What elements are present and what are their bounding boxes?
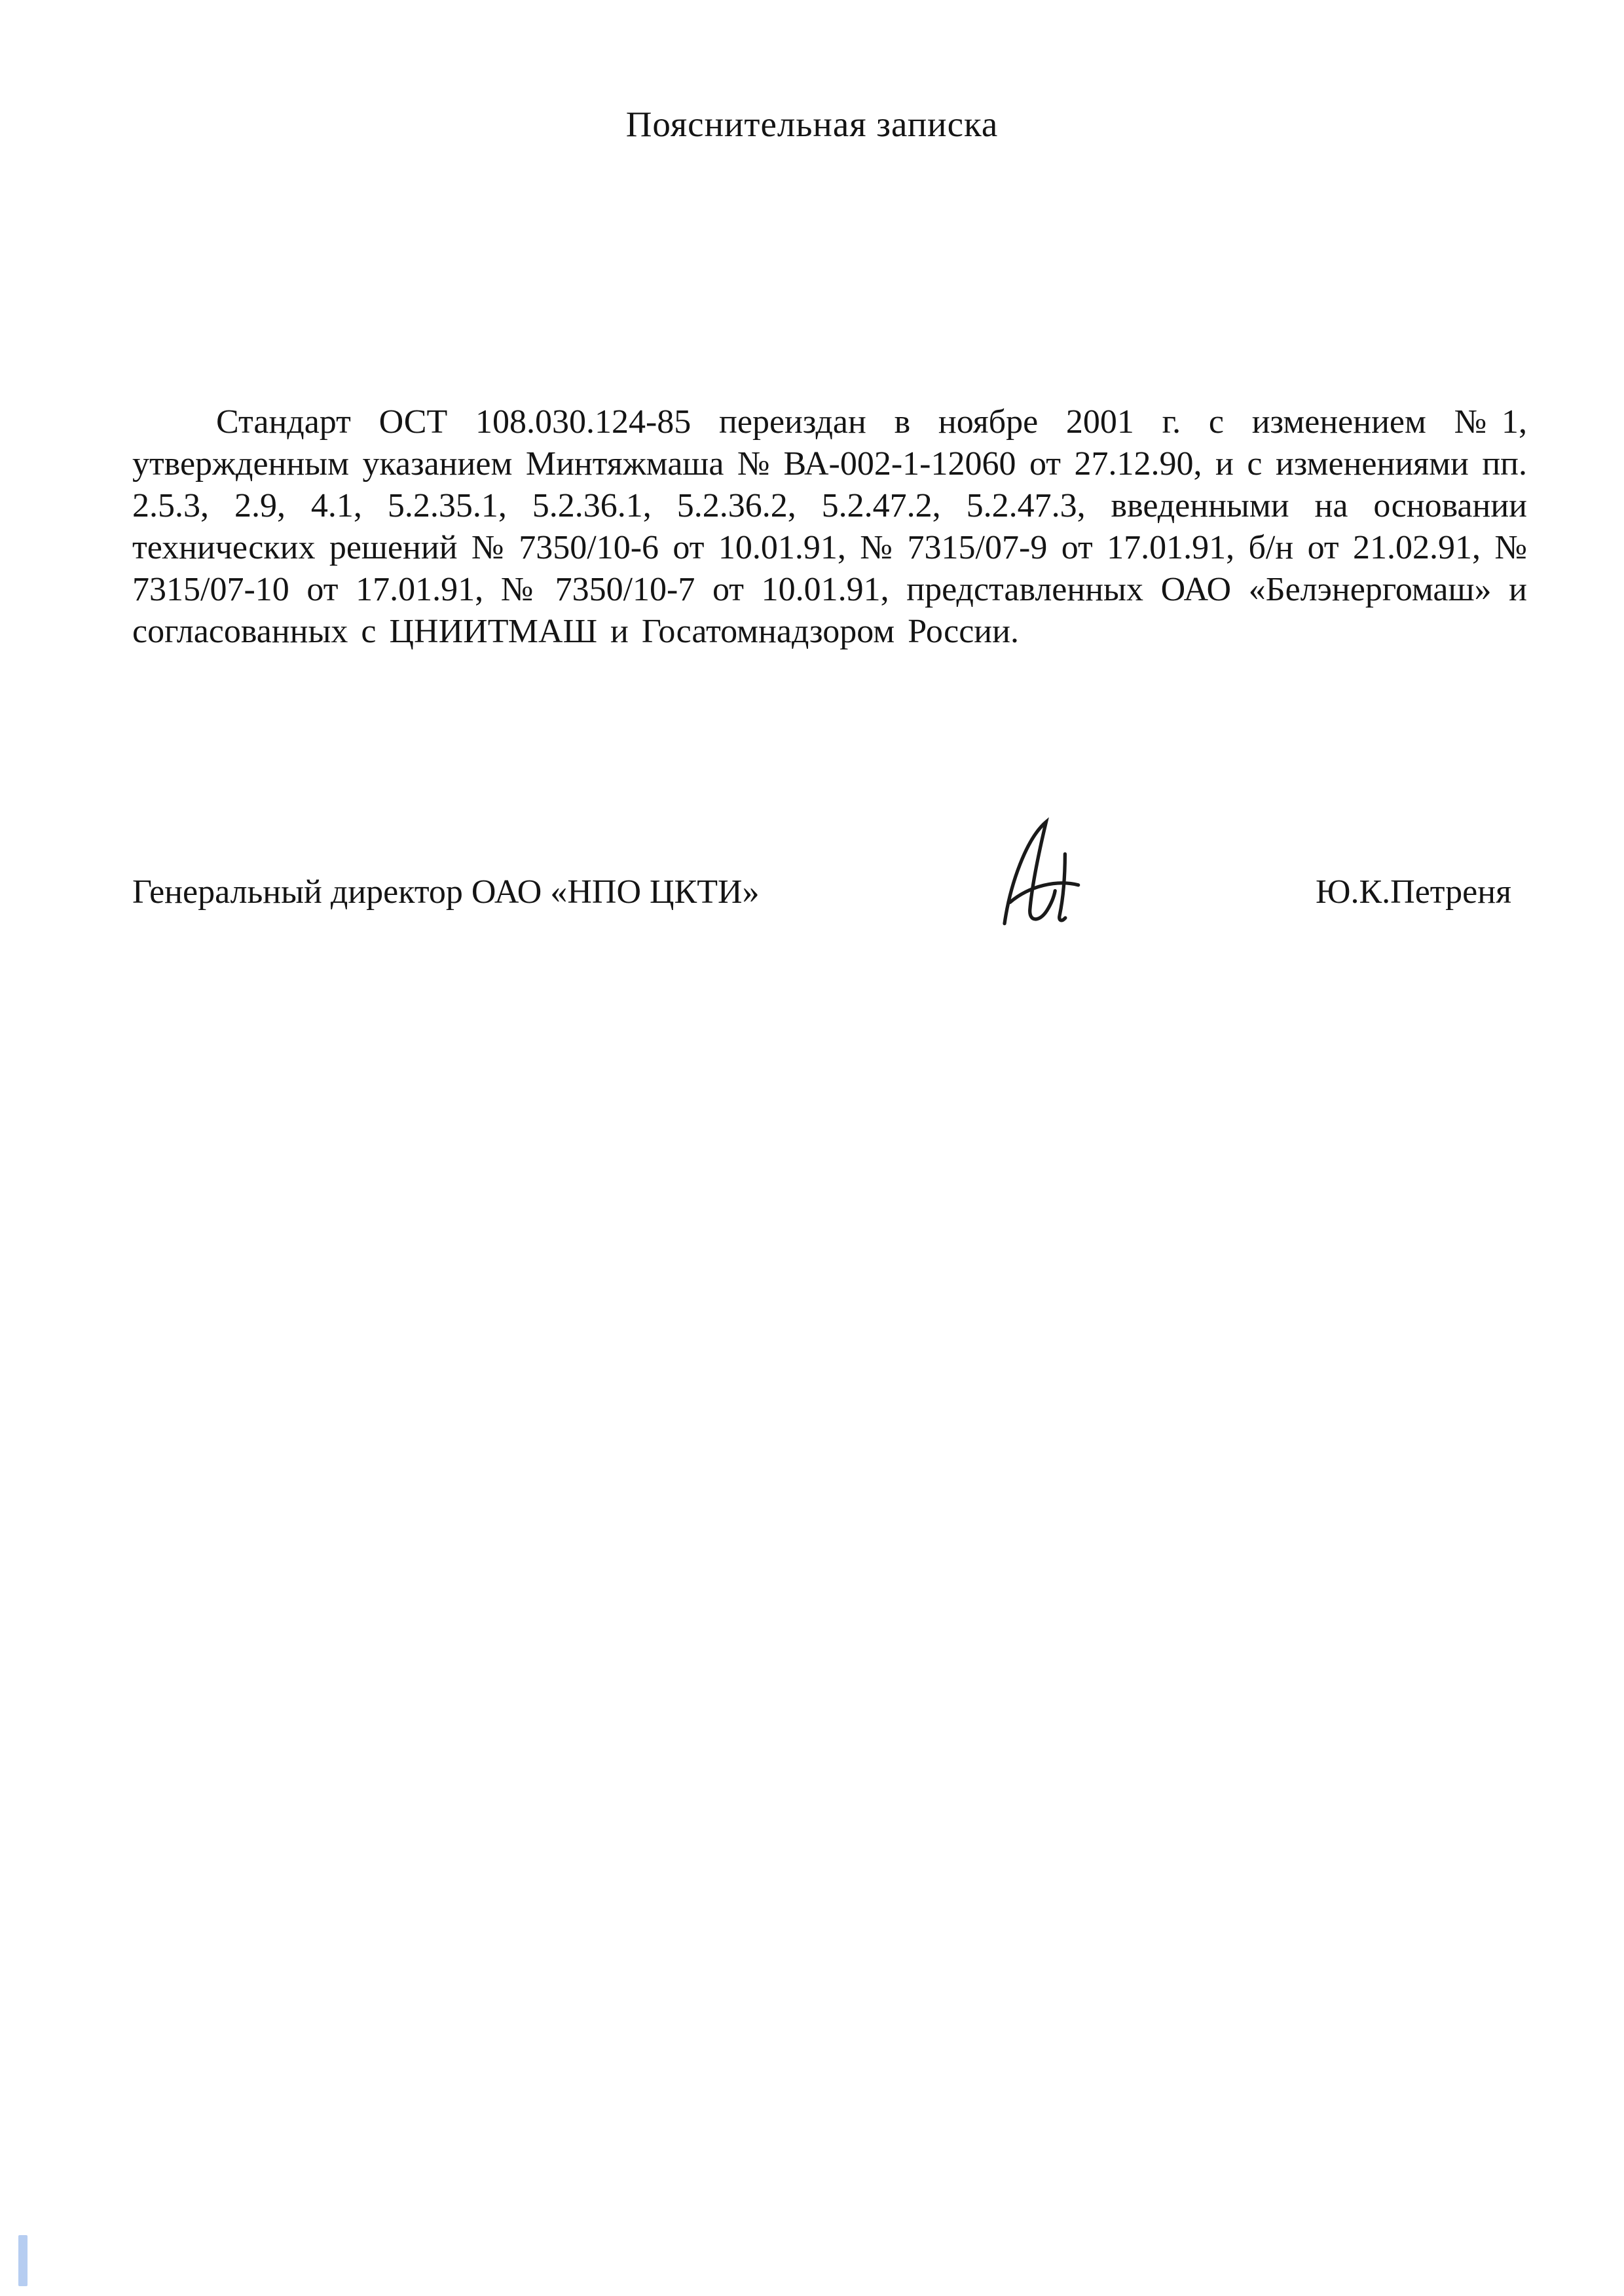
signatory-role: Генеральный директор ОАО «НПО ЦКТИ» bbox=[132, 873, 760, 911]
signatory-name: Ю.К.Петреня bbox=[1316, 873, 1511, 911]
document-paragraph: Стандарт ОСТ 108.030.124-85 переиздан в ноябре 2001 г. с изменением №1, утвержденным указанием Минтяжмаша № ВА-002-1-12060 от 27.12.90, и с изменениями пп. 2.5.3, 2.9, 4.1, 5.2.35.1, 5.2.36.1, 5.2.36.2, 5.2.47.2, 5.2.47.3, введенными на основании технических решений № 7350/10-6 от 10.01.91, № 7315/07-9 от 17.01.91, б/н от 21.02.91, № 7315/07-10 от 17.01.91, № 7350/10-7 от 10.01.91, представленных ОАО «Белэнергомаш» и согласованных с ЦНИИТМАШ и Госатомнадзором России. bbox=[132, 403, 1527, 650]
signature-row bbox=[132, 833, 1511, 951]
scan-artifact bbox=[18, 2235, 28, 2286]
page-title: Пояснительная записка bbox=[625, 104, 999, 144]
signature-autograph-icon bbox=[984, 812, 1090, 937]
